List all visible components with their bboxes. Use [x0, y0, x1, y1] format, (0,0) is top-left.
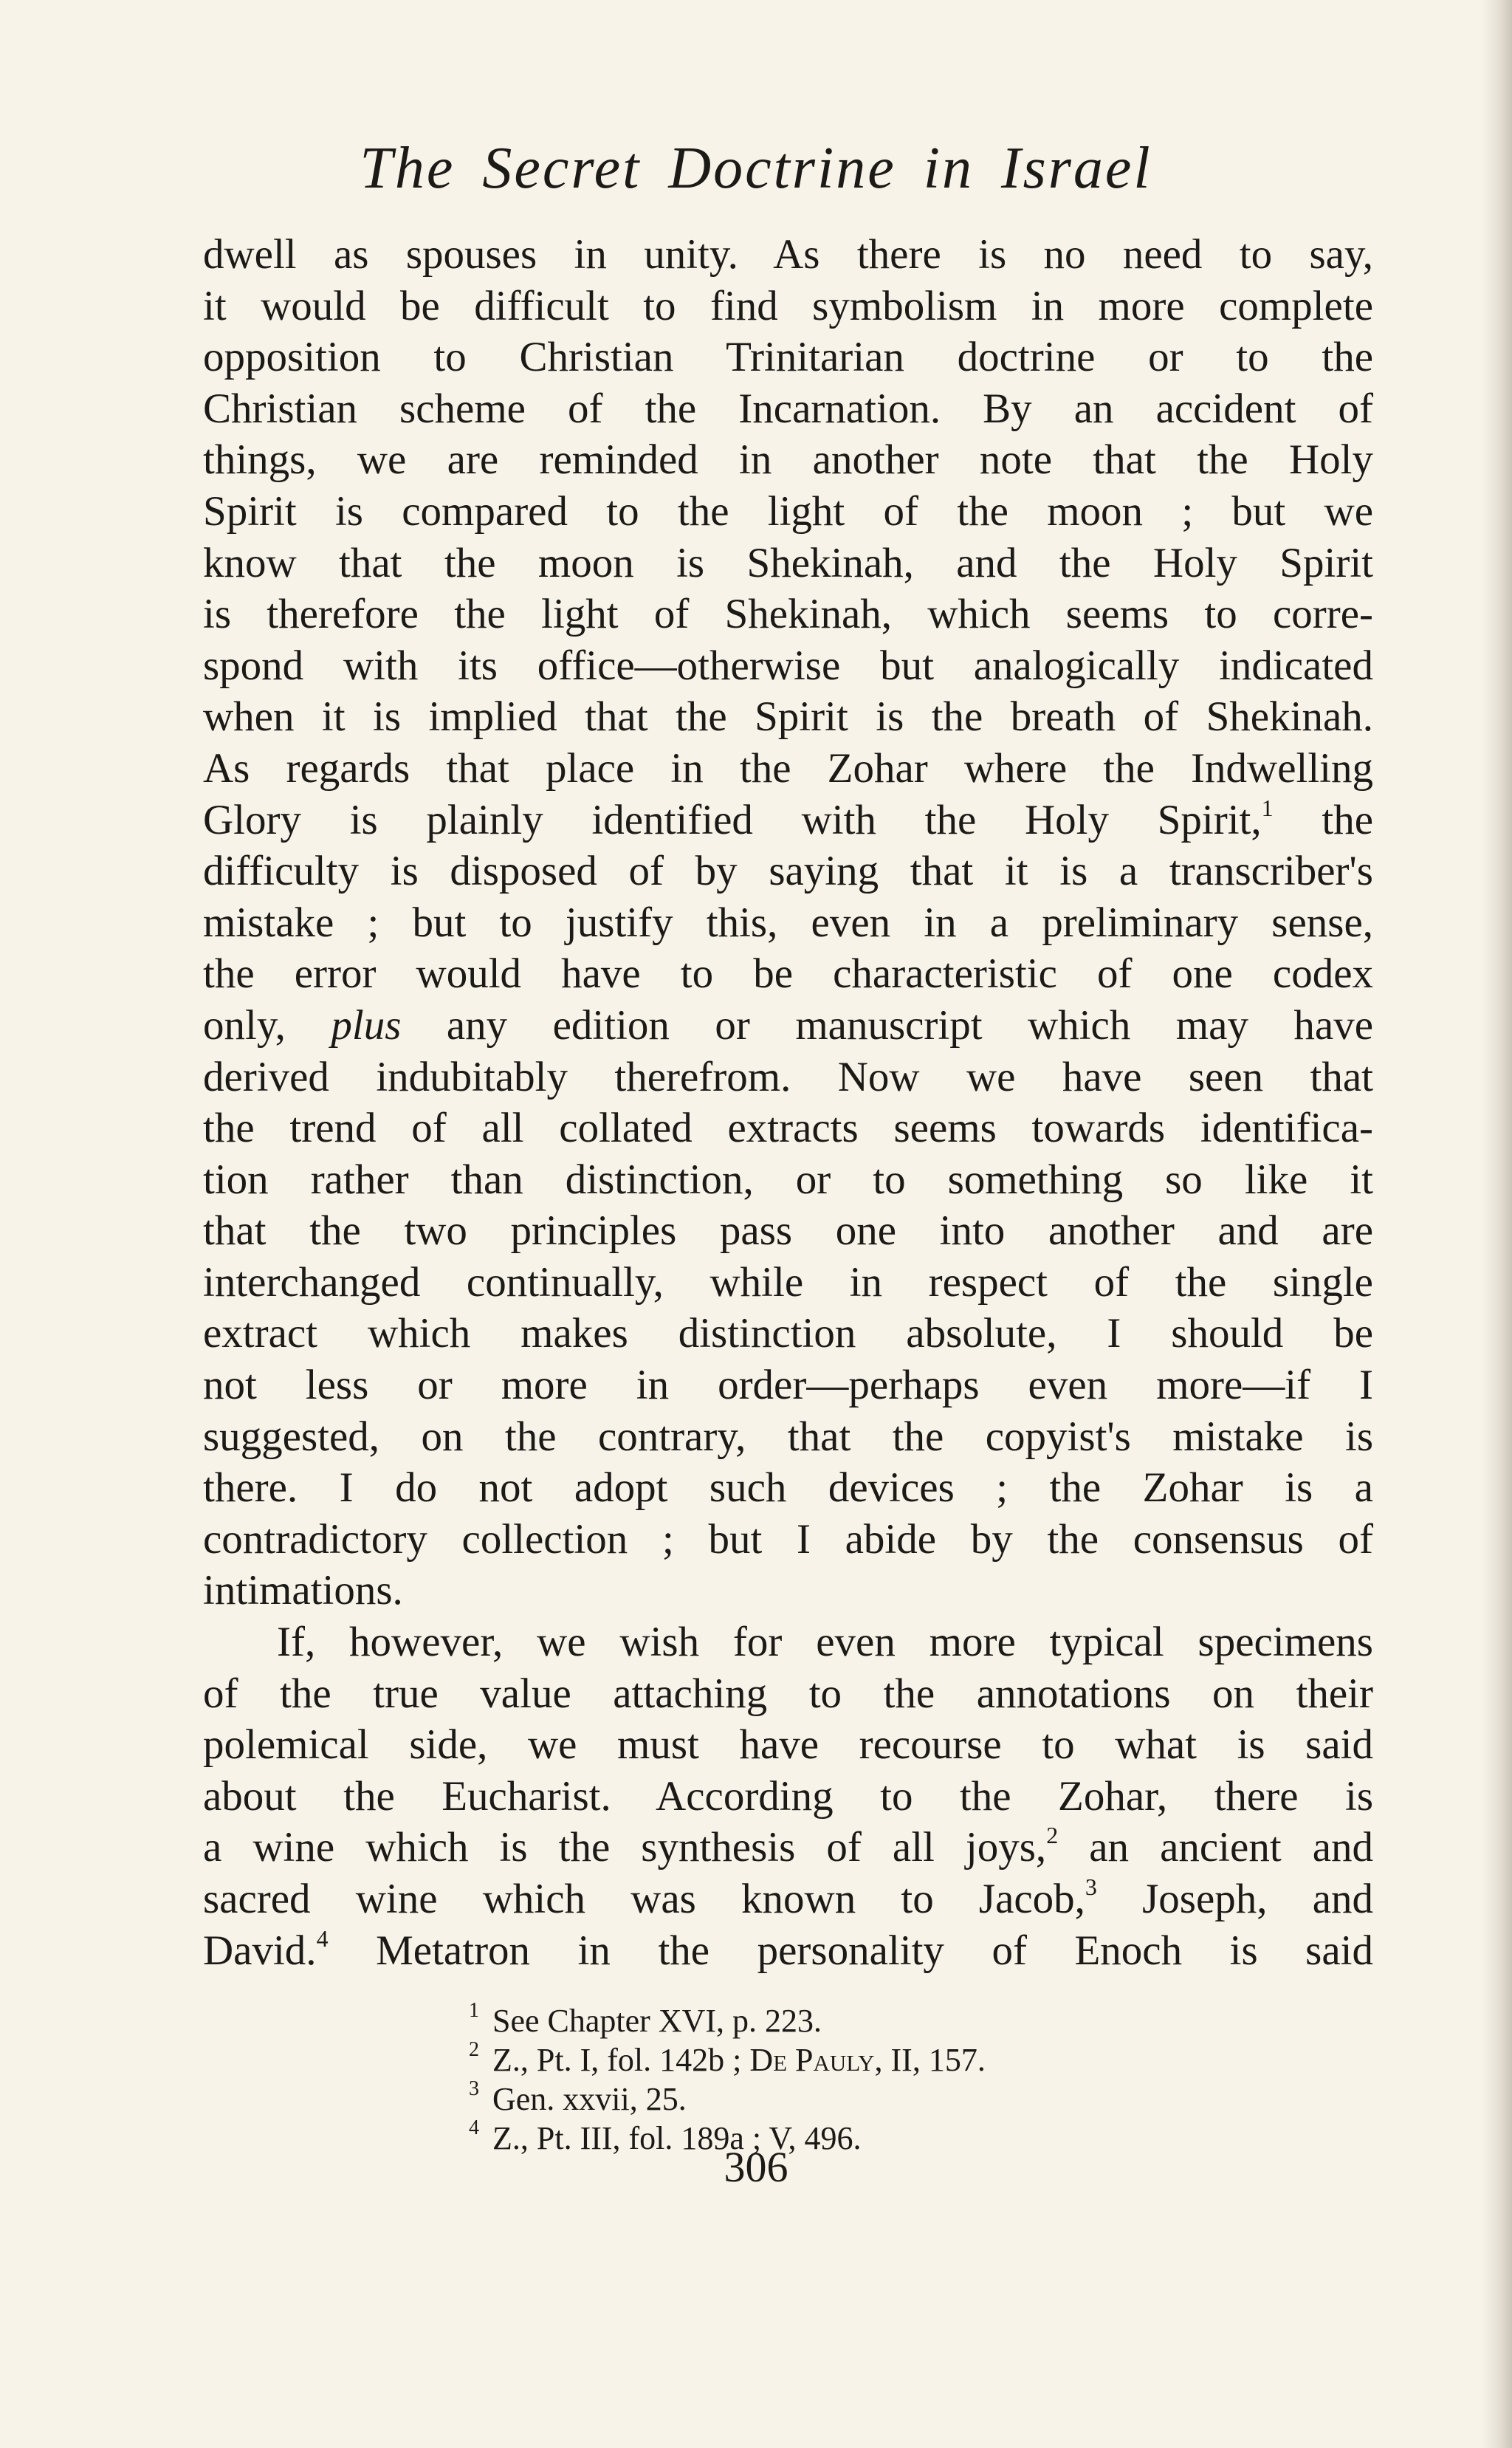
text-line: Spirit is compared to the light of the moon ; but we [203, 487, 1373, 535]
text-line [203, 1822, 1373, 1873]
text-line: derived indubitably therefrom. Now we have seen that [203, 1053, 1373, 1100]
text-line: extract which makes distinction absolute, I should be [203, 1310, 1373, 1357]
text-segment: the [1273, 796, 1373, 843]
text-segment: Glory is plainly identified with the Holy Spirit, [203, 796, 1262, 843]
text-line: of the true value attaching to the annotations on their [203, 1670, 1373, 1717]
text-segment: sacred wine which was known to Jacob, [203, 1876, 1085, 1922]
text-segment: Joseph, and [1096, 1876, 1373, 1922]
text-line: dwell as spouses in unity. As there is no need to say, [203, 231, 1373, 278]
text-line [203, 1000, 1373, 1052]
page-edge-shadow [1482, 0, 1512, 2448]
text-line: opposition to Christian Trinitarian doctrine or to the [203, 334, 1373, 381]
footnote-2 [469, 2040, 1207, 2080]
text-segment: only, [203, 1001, 286, 1049]
running-head: The Secret Doctrine in Israel [360, 136, 1152, 201]
footnote-mark: 1 [469, 1999, 479, 2022]
footnote-text: See Chapter XVI, p. 223. [492, 2003, 822, 2039]
text-line [203, 1925, 1373, 1977]
footnote-ref-4[interactable]: 4 [316, 1924, 329, 1952]
text-line [203, 795, 1373, 846]
footnote-mark: 3 [469, 2077, 479, 2100]
text-line: know that the moon is Shekinah, and the Holy Spirit [203, 539, 1373, 586]
text-line: spond with its office—otherwise but analogically indicated [203, 642, 1373, 689]
footnote-text: , II, 157. [874, 2042, 986, 2078]
text-line: polemical side, we must have recourse to what is said [203, 1721, 1373, 1769]
text-line: things, we are reminded in another note that the Holy [203, 436, 1373, 484]
text-line: about the Eucharist. According to the Zohar, there is [203, 1772, 1373, 1820]
text-line: the error would have to be characteristic of one codex [203, 950, 1373, 998]
footnote-3 [469, 2077, 1207, 2119]
text-line: intimations. [203, 1567, 403, 1614]
page-number: 306 [724, 2143, 788, 2191]
text-line: As regards that place in the Zohar where the Indwelling [203, 744, 1373, 792]
text-line: tion rather than distinction, or to something so like it [203, 1156, 1373, 1203]
footnote-text: Z., Pt. I, fol. 142b ; [492, 2042, 750, 2078]
text-line [203, 1873, 1373, 1925]
text-line: interchanged continually, while in respect of the single [203, 1258, 1373, 1306]
text-line: when it is implied that the Spirit is the breath of Shekinah. [203, 693, 1373, 741]
footnote-text: Z., Pt. III, fol. 189a ; V, 496. [492, 2120, 862, 2156]
text-segment: Metatron in the personality of Enoch is said [376, 1927, 1373, 1974]
text-line: contradictory collection ; but I abide by the consensus of [203, 1515, 1373, 1563]
text-segment: a wine which is the synthesis of all joys, [203, 1824, 1047, 1871]
text-segment: any edition or manuscript which may have [401, 1001, 1373, 1049]
footnote-author: De Pauly [749, 2042, 875, 2078]
footnote-text: Gen. xxvii, 25. [492, 2081, 687, 2117]
text-line: If, however, we wish for even more typical specimens [277, 1619, 1373, 1666]
text-line: is therefore the light of Shekinah, which seems to corre- [203, 591, 1373, 638]
text-line: that the two principles pass one into another and are [203, 1207, 1373, 1255]
footnote-ref-3[interactable]: 3 [1085, 1873, 1097, 1900]
text-line: difficulty is disposed of by saying that it is a transcriber's [203, 848, 1373, 895]
footnote-mark: 2 [469, 2038, 479, 2061]
text-line: mistake ; but to justify this, even in a preliminary sense, [203, 899, 1373, 946]
text-line: the trend of all collated extracts seems towards identifica- [203, 1105, 1373, 1152]
footnote-ref-1[interactable]: 1 [1261, 794, 1274, 821]
footnote-1 [469, 2001, 1207, 2040]
italic-word: plus [331, 1001, 402, 1049]
text-line: there. I do not adopt such devices ; the Zohar is a [203, 1464, 1373, 1512]
footnotes [469, 2001, 1207, 2158]
text-segment: an ancient and [1058, 1824, 1374, 1871]
body-text [203, 229, 1373, 1976]
text-segment: David. [203, 1927, 317, 1974]
footnote-ref-2[interactable]: 2 [1046, 1822, 1059, 1849]
text-line: Christian scheme of the Incarnation. By an accident of [203, 385, 1373, 432]
footnote-mark: 4 [469, 2116, 479, 2139]
text-line: not less or more in order—perhaps even more—if I [203, 1362, 1373, 1409]
text-line: suggested, on the contrary, that the copyist's mistake is [203, 1413, 1373, 1460]
text-line: it would be difficult to find symbolism in more complete [203, 282, 1373, 329]
